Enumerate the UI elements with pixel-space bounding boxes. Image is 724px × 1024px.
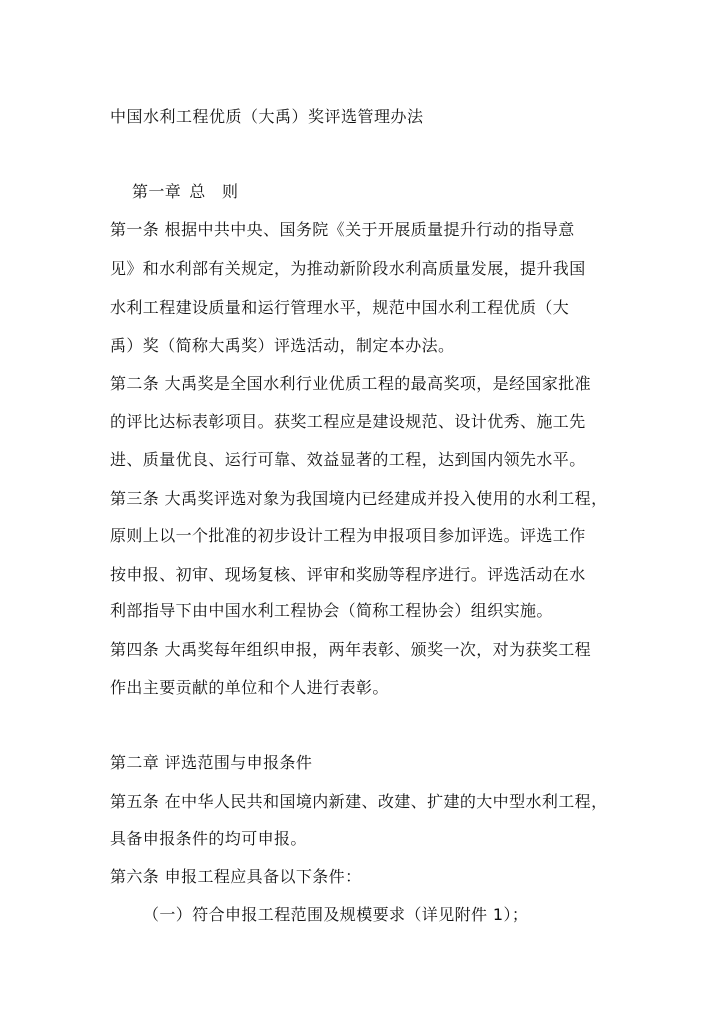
text-line: 作出主要贡献的单位和个人进行表彰。 (110, 678, 389, 697)
text-line: 第一条 根据中共中央、国务院《关于开展质量提升行动的指导意 (110, 220, 575, 239)
text-line: 第四条 大禹奖每年组织申报，两年表彰、颁奖一次，对为获奖工程 (110, 640, 592, 659)
text-line: 进、质量优良、运行可靠、效益显著的工程，达到国内领先水平。 (110, 450, 586, 469)
text-line: 见》和水利部有关规定，为推动新阶段水利高质量发展，提升我国 (110, 259, 586, 278)
text-line: 第六条 申报工程应具备以下条件： (110, 867, 362, 886)
text-line: 的评比达标表彰项目。获奖工程应是建设规范、设计优秀、施工先 (110, 412, 586, 431)
condition-item: （一）符合申报工程范围及规模要求（详见附件 1）； (143, 905, 529, 924)
chapter-1-label: 第一章 (132, 182, 182, 201)
text-line: 利部指导下由中国水利工程协会（简称工程协会）组织实施。 (110, 601, 553, 620)
text-line: 第二条 大禹奖是全国水利行业优质工程的最高奖项，是经国家批准 (110, 374, 592, 393)
text-line: 第五条 在中华人民共和国境内新建、改建、扩建的大中型水利工程， (110, 792, 608, 811)
text-line: 第三条 大禹奖评选对象为我国境内已经建成并投入使用的水利工程， (110, 489, 608, 508)
document-title: 中国水利工程优质（大禹）奖评选管理办法 (110, 107, 424, 126)
chapter-1-name: 总 则 (189, 182, 239, 201)
chapter-2-heading: 第二章 评选范围与申报条件 (110, 753, 313, 772)
chapter-1-heading (132, 181, 238, 203)
text-line: 按申报、初审、现场复核、评审和奖励等程序进行。评选活动在水 (110, 565, 586, 584)
text-line: 水利工程建设质量和运行管理水平，规范中国水利工程优质（大 (110, 298, 570, 317)
text-line: 原则上以一个批准的初步设计工程为申报项目参加评选。评选工作 (110, 526, 586, 545)
text-line: 具备申报条件的均可申报。 (110, 829, 307, 848)
text-line: 禹）奖（简称大禹奖）评选活动，制定本办法。 (110, 336, 455, 355)
